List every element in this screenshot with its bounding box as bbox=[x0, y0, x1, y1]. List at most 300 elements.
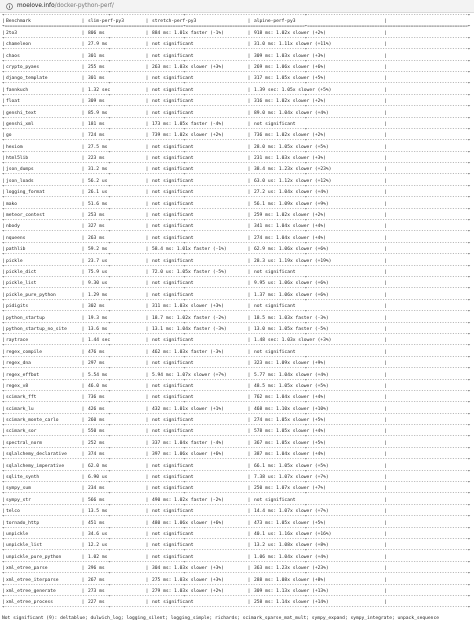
cell-border: | bbox=[81, 201, 85, 207]
cell-border: | bbox=[145, 520, 149, 526]
table-row bbox=[2, 64, 472, 71]
cell-border: | bbox=[384, 247, 387, 253]
row-separator: +----------------------------------------+----------------------------+----------------------------------------------+--------------------------------------------------------------+ bbox=[2, 526, 471, 531]
table-cell: regex_effbot bbox=[6, 372, 40, 378]
table-row bbox=[2, 258, 472, 265]
cell-border: | bbox=[145, 133, 149, 139]
cell-border: | bbox=[145, 53, 149, 59]
table-cell: 9.30 us bbox=[88, 281, 108, 287]
cell-border: | bbox=[81, 463, 85, 469]
table-cell: 5.54 ms bbox=[88, 372, 108, 378]
row-separator: +----------------------------------------+----------------------------+----------------------------------------------+--------------------------------------------------------------+ bbox=[2, 127, 471, 132]
cell-border: | bbox=[384, 167, 387, 173]
table-row bbox=[2, 144, 472, 151]
table-cell: 252 ms bbox=[88, 440, 105, 446]
table-cell: 297 ms bbox=[88, 361, 105, 367]
cell-border: | bbox=[145, 99, 149, 105]
table-cell: not significant bbox=[152, 110, 194, 116]
table-cell: chameleon bbox=[6, 42, 31, 48]
table-cell: 301 ms bbox=[88, 53, 105, 59]
cell-border: | bbox=[384, 588, 387, 594]
table-cell: 476 ms bbox=[88, 349, 105, 355]
cell-border: | bbox=[81, 247, 85, 253]
table-cell: 173 ms: 1.05x faster (-4%) bbox=[152, 121, 224, 127]
row-separator: +----------------------------------------+----------------------------+----------------------------------------------+--------------------------------------------------------------+ bbox=[2, 537, 471, 542]
table-cell: 480 ms: 1.06x slower (+6%) bbox=[152, 520, 224, 526]
cell-border: | bbox=[81, 269, 85, 275]
table-cell: 26.1 us bbox=[88, 190, 108, 196]
cell-border: | bbox=[81, 429, 85, 435]
cell-border: | bbox=[384, 486, 387, 492]
row-separator: +----------------------------------------+----------------------------+----------------------------------------------+--------------------------------------------------------------+ bbox=[2, 424, 471, 429]
table-row bbox=[2, 98, 472, 105]
cell-border: | bbox=[384, 429, 387, 435]
cell-border: | bbox=[145, 315, 149, 321]
cell-border: | bbox=[145, 452, 149, 458]
table-cell: 5.94 ms: 1.07x slower (+7%) bbox=[152, 372, 227, 378]
cell-border: | bbox=[145, 406, 149, 412]
row-separator: +----------------------------------------+----------------------------+----------------------------------------------+--------------------------------------------------------------+ bbox=[2, 515, 471, 520]
table-cell: 550 ms bbox=[88, 429, 105, 435]
table-cell: regex_compile bbox=[6, 349, 42, 355]
cell-border: | bbox=[81, 42, 85, 48]
table-cell: nqueens bbox=[6, 235, 26, 241]
table-row bbox=[2, 41, 472, 48]
cell-border: | bbox=[384, 349, 387, 355]
cell-border: | bbox=[247, 110, 251, 116]
cell-border: | bbox=[81, 110, 85, 116]
table-cell: 279 ms: 1.03x slower (+2%) bbox=[152, 588, 224, 594]
cell-border: | bbox=[247, 19, 251, 25]
table-row bbox=[2, 166, 472, 173]
table-row bbox=[2, 132, 472, 139]
table-cell: 304 ms: 1.03x slower (+3%) bbox=[152, 566, 224, 572]
table-row bbox=[2, 280, 472, 287]
cell-border: | bbox=[81, 167, 85, 173]
row-separator: +----------------------------------------+----------------------------+----------------------------------------------+--------------------------------------------------------------+ bbox=[2, 139, 471, 144]
table-cell: 19.3 ms bbox=[88, 315, 108, 321]
table-row bbox=[2, 394, 472, 401]
cell-border: | bbox=[2, 258, 5, 264]
table-cell: unpickle_list bbox=[6, 543, 42, 549]
cell-border: | bbox=[384, 87, 387, 93]
cell-border: | bbox=[145, 588, 149, 594]
row-separator: +----------------------------------------+----------------------------+----------------------------------------------+--------------------------------------------------------------+ bbox=[2, 230, 471, 235]
cell-border: | bbox=[145, 531, 149, 537]
table-row bbox=[2, 542, 472, 549]
cell-border: | bbox=[81, 520, 85, 526]
table-row bbox=[2, 303, 472, 310]
cell-border: | bbox=[384, 395, 387, 401]
cell-border: | bbox=[384, 338, 387, 344]
table-cell: 48.5 ms: 1.05x slower (+5%) bbox=[254, 383, 329, 389]
table-cell: 1.29 ms bbox=[88, 292, 108, 298]
table-cell: not significant bbox=[254, 497, 296, 503]
cell-border: | bbox=[81, 76, 85, 82]
table-cell: not significant bbox=[152, 235, 194, 241]
table-cell: 1.44 sec bbox=[88, 338, 111, 344]
cell-border: | bbox=[145, 201, 149, 207]
row-separator: +----------------------------------------+----------------------------+----------------------------------------------+--------------------------------------------------------------+ bbox=[2, 253, 471, 258]
table-cell: 1.39 sec: 1.05x slower (+5%) bbox=[254, 87, 332, 93]
cell-border: | bbox=[247, 167, 251, 173]
cell-border: | bbox=[81, 406, 85, 412]
row-separator: +----------------------------------------+----------------------------+----------------------------------------------+--------------------------------------------------------------+ bbox=[2, 469, 471, 474]
cell-border: | bbox=[384, 110, 387, 116]
table-cell: scimark_fft bbox=[6, 395, 37, 401]
table-row bbox=[2, 440, 472, 447]
table-cell: chaos bbox=[6, 53, 20, 59]
cell-border: | bbox=[384, 326, 387, 332]
cell-border: | bbox=[81, 486, 85, 492]
table-row bbox=[2, 383, 472, 390]
cell-border: | bbox=[247, 190, 251, 196]
cell-border: | bbox=[2, 76, 5, 82]
cell-border: | bbox=[145, 326, 149, 332]
table-cell: 269 ms: 1.06x slower (+6%) bbox=[254, 64, 326, 70]
cell-border: | bbox=[145, 292, 149, 298]
table-cell: json_dumps bbox=[6, 167, 34, 173]
table-row bbox=[2, 315, 472, 322]
table-cell: scimark_monte_carlo bbox=[6, 418, 59, 424]
table-cell: 31.0 ms: 1.11x slower (+11%) bbox=[254, 42, 332, 48]
cell-border: | bbox=[81, 497, 85, 503]
table-cell: pickle_dict bbox=[6, 269, 37, 275]
table-cell: 327 ms bbox=[88, 224, 105, 230]
cell-border: | bbox=[384, 258, 387, 264]
cell-border: | bbox=[2, 167, 5, 173]
cell-border: | bbox=[81, 87, 85, 93]
cell-border: | bbox=[81, 144, 85, 150]
table-row bbox=[2, 269, 472, 276]
table-cell: 288 ms: 1.08x slower (+8%) bbox=[254, 577, 326, 583]
table-row bbox=[2, 235, 472, 242]
table-row bbox=[2, 406, 472, 413]
cell-border: | bbox=[145, 178, 149, 184]
cell-border: | bbox=[145, 247, 149, 253]
table-cell: 51.6 ms bbox=[88, 201, 108, 207]
cell-border: | bbox=[247, 463, 251, 469]
cell-border: | bbox=[2, 178, 5, 184]
cell-border: | bbox=[81, 133, 85, 139]
cell-border: | bbox=[247, 361, 251, 367]
table-row bbox=[2, 508, 472, 515]
row-separator: +----------------------------------------+----------------------------+----------------------------------------------+--------------------------------------------------------------+ bbox=[2, 606, 471, 611]
table-row bbox=[2, 201, 472, 208]
table-cell: 341 ms: 1.04x slower (+4%) bbox=[254, 224, 326, 230]
cell-border: | bbox=[81, 588, 85, 594]
table-cell: 72.0 us: 1.05x faster (-5%) bbox=[152, 269, 227, 275]
cell-border: | bbox=[384, 304, 387, 310]
table-row bbox=[2, 246, 472, 253]
cell-border: | bbox=[81, 121, 85, 127]
table-row bbox=[2, 428, 472, 435]
cell-border: | bbox=[145, 395, 149, 401]
table-cell: 7.38 us: 1.07x slower (+7%) bbox=[254, 475, 329, 481]
table-row bbox=[2, 155, 472, 162]
row-separator: +----------------------------------------+----------------------------+----------------------------------------------+--------------------------------------------------------------+ bbox=[2, 481, 471, 486]
table-cell: 62.9 ms: 1.06x slower (+6%) bbox=[254, 247, 329, 253]
cell-border: | bbox=[2, 133, 5, 139]
table-cell: not significant bbox=[254, 121, 296, 127]
cell-border: | bbox=[384, 235, 387, 241]
row-separator: +----------------------------------------+----------------------------+----------------------------------------------+--------------------------------------------------------------+ bbox=[2, 503, 471, 508]
cell-border: | bbox=[384, 566, 387, 572]
cell-border: | bbox=[2, 577, 5, 583]
table-cell: 253 ms bbox=[88, 213, 105, 219]
cell-border: | bbox=[81, 383, 85, 389]
table-header-row bbox=[2, 18, 472, 25]
table-row bbox=[2, 577, 472, 584]
cell-border: | bbox=[247, 429, 251, 435]
cell-border: | bbox=[2, 395, 5, 401]
table-cell: not significant bbox=[152, 463, 194, 469]
table-cell: 374 ms bbox=[88, 452, 105, 458]
table-cell: fannkuch bbox=[6, 87, 29, 93]
cell-border: | bbox=[247, 531, 251, 537]
table-cell: 301 ms bbox=[88, 76, 105, 82]
table-row bbox=[2, 30, 472, 37]
cell-border: | bbox=[81, 178, 85, 184]
cell-border: | bbox=[145, 64, 149, 70]
cell-border: | bbox=[384, 178, 387, 184]
cell-border: | bbox=[2, 42, 5, 48]
cell-border: | bbox=[2, 247, 5, 253]
table-cell: 1.48 sec: 1.03x slower (+3%) bbox=[254, 338, 332, 344]
table-row bbox=[2, 337, 472, 344]
cell-border: | bbox=[145, 463, 149, 469]
table-cell: not significant bbox=[152, 76, 194, 82]
cell-border: | bbox=[145, 281, 149, 287]
cell-border: | bbox=[145, 440, 149, 446]
table-cell: 317 ms: 1.05x slower (+5%) bbox=[254, 76, 326, 82]
table-cell: 724 ms bbox=[88, 133, 105, 139]
row-separator: +----------------------------------------+----------------------------+----------------------------------------------+--------------------------------------------------------------+ bbox=[2, 150, 471, 155]
cell-border: | bbox=[384, 53, 387, 59]
cell-border: | bbox=[247, 349, 251, 355]
cell-border: | bbox=[81, 281, 85, 287]
table-cell: 302 ms bbox=[88, 304, 105, 310]
cell-border: | bbox=[145, 121, 149, 127]
row-separator: +----------------------------------------+----------------------------+----------------------------------------------+--------------------------------------------------------------+ bbox=[2, 560, 471, 565]
cell-border: | bbox=[384, 520, 387, 526]
table-cell: pidigits bbox=[6, 304, 29, 310]
cell-border: | bbox=[384, 418, 387, 424]
cell-border: | bbox=[384, 281, 387, 287]
table-cell: 566 ms bbox=[88, 497, 105, 503]
table-cell: not significant bbox=[152, 224, 194, 230]
table-cell: 309 ms bbox=[88, 99, 105, 105]
table-cell: 13.1 ms: 1.04x faster (-3%) bbox=[152, 326, 227, 332]
cell-border: | bbox=[81, 30, 85, 36]
cell-border: | bbox=[247, 76, 251, 82]
cell-border: | bbox=[247, 304, 251, 310]
cell-border: | bbox=[2, 19, 5, 25]
url-path: /docker-python-perf/ bbox=[54, 3, 114, 9]
cell-border: | bbox=[81, 53, 85, 59]
table-cell: not significant bbox=[152, 42, 194, 48]
table-cell: not significant bbox=[152, 600, 194, 606]
cell-border: | bbox=[145, 144, 149, 150]
table-cell: 578 ms: 1.05x slower (+4%) bbox=[254, 429, 326, 435]
row-separator: +----------------------------------------+----------------------------+----------------------------------------------+--------------------------------------------------------------+ bbox=[2, 184, 471, 189]
table-cell: not significant bbox=[254, 269, 296, 275]
table-cell: not significant bbox=[254, 349, 296, 355]
cell-border: | bbox=[247, 213, 251, 219]
cell-border: | bbox=[145, 600, 149, 606]
table-cell: 387 ms: 1.04x slower (+4%) bbox=[254, 452, 326, 458]
cell-border: | bbox=[145, 383, 149, 389]
cell-border: | bbox=[2, 326, 5, 332]
table-cell: 56.2 us bbox=[88, 178, 108, 184]
cell-border: | bbox=[81, 292, 85, 298]
address-bar[interactable] bbox=[0, 0, 474, 13]
cell-border: | bbox=[2, 338, 5, 344]
cell-border: | bbox=[145, 87, 149, 93]
cell-border: | bbox=[384, 406, 387, 412]
cell-border: | bbox=[2, 554, 5, 560]
cell-border: | bbox=[2, 213, 5, 219]
table-cell: 311 ms: 1.03x slower (+3%) bbox=[152, 304, 224, 310]
cell-border: | bbox=[145, 235, 149, 241]
cell-border: | bbox=[247, 64, 251, 70]
row-separator: +----------------------------------------+----------------------------+----------------------------------------------+--------------------------------------------------------------+ bbox=[2, 332, 471, 337]
table-cell: not significant bbox=[152, 87, 194, 93]
cell-border: | bbox=[2, 64, 5, 70]
cell-border: | bbox=[384, 156, 387, 162]
cell-border: | bbox=[247, 292, 251, 298]
cell-border: | bbox=[81, 577, 85, 583]
cell-border: | bbox=[2, 497, 5, 503]
cell-border: | bbox=[247, 554, 251, 560]
table-cell: pickle_pure_python bbox=[6, 292, 56, 298]
cell-border: | bbox=[384, 440, 387, 446]
table-cell: pickle_list bbox=[6, 281, 37, 287]
cell-border: | bbox=[247, 497, 251, 503]
cell-border: | bbox=[247, 87, 251, 93]
table-cell: logging_format bbox=[6, 190, 45, 196]
cell-border: | bbox=[145, 372, 149, 378]
row-separator: +----------------------------------------+----------------------------+----------------------------------------------+--------------------------------------------------------------+ bbox=[2, 162, 471, 167]
cell-border: | bbox=[145, 224, 149, 230]
cell-border: | bbox=[2, 543, 5, 549]
cell-border: | bbox=[2, 372, 5, 378]
row-separator: +----------------------------------------+----------------------------+----------------------------------------------+--------------------------------------------------------------+ bbox=[2, 389, 471, 394]
row-separator: +----------------------------------------+----------------------------+----------------------------------------------+--------------------------------------------------------------+ bbox=[2, 446, 471, 451]
row-separator: +----------------------------------------+----------------------------+----------------------------------------------+--------------------------------------------------------------+ bbox=[2, 275, 471, 280]
table-cell: not significant bbox=[152, 201, 194, 207]
table-cell: 918 ms: 1.02x slower (+2%) bbox=[254, 30, 326, 36]
table-cell: 267 ms bbox=[88, 577, 105, 583]
cell-border: | bbox=[2, 156, 5, 162]
cell-border: | bbox=[384, 315, 387, 321]
table-cell: 66.1 ms: 1.05x slower (+5%) bbox=[254, 463, 329, 469]
table-cell: 274 ms: 1.04x slower (+4%) bbox=[254, 235, 326, 241]
table-cell: 28.3 us: 1.19x slower (+19%) bbox=[254, 258, 332, 264]
cell-border: | bbox=[145, 167, 149, 173]
row-separator: +----------------------------------------+----------------------------+----------------------------------------------+--------------------------------------------------------------+ bbox=[2, 298, 471, 303]
row-separator: +----------------------------------------+----------------------------+----------------------------------------------+--------------------------------------------------------------+ bbox=[2, 241, 471, 246]
cell-border: | bbox=[247, 281, 251, 287]
table-cell: 1.37 ms: 1.06x slower (+6%) bbox=[254, 292, 329, 298]
table-cell: not significant bbox=[152, 178, 194, 184]
cell-border: | bbox=[145, 269, 149, 275]
table-cell: 38.4 ms: 1.23x slower (+23%) bbox=[254, 167, 332, 173]
cell-border: | bbox=[384, 600, 387, 606]
cell-border: | bbox=[384, 201, 387, 207]
table-cell: not significant bbox=[152, 395, 194, 401]
table-row bbox=[2, 87, 472, 94]
table-cell: not significant bbox=[152, 361, 194, 367]
cell-border: | bbox=[81, 531, 85, 537]
cell-border: | bbox=[81, 440, 85, 446]
table-cell: not significant bbox=[152, 99, 194, 105]
table-row bbox=[2, 326, 472, 333]
cell-border: | bbox=[81, 190, 85, 196]
table-row bbox=[2, 75, 472, 82]
cell-border: | bbox=[81, 600, 85, 606]
cell-border: | bbox=[384, 372, 387, 378]
table-cell: 28.0 ms: 1.05x slower (+5%) bbox=[254, 144, 329, 150]
row-separator: +----------------------------------------+----------------------------+----------------------------------------------+--------------------------------------------------------------+ bbox=[2, 572, 471, 577]
table-cell: 1.32 sec bbox=[88, 87, 111, 93]
cell-border: | bbox=[247, 406, 251, 412]
table-cell: 56.1 ms: 1.09x slower (+9%) bbox=[254, 201, 329, 207]
cell-border: | bbox=[247, 235, 251, 241]
cell-border: | bbox=[81, 99, 85, 105]
cell-border: | bbox=[81, 315, 85, 321]
table-row bbox=[2, 497, 472, 504]
cell-border: | bbox=[247, 543, 251, 549]
cell-border: | bbox=[384, 531, 387, 537]
table-cell: 231 ms: 1.03x slower (+3%) bbox=[254, 156, 326, 162]
table-row bbox=[2, 554, 472, 561]
cell-border: | bbox=[2, 281, 5, 287]
table-cell: python_startup_no_site bbox=[6, 326, 67, 332]
cell-border: | bbox=[145, 497, 149, 503]
cell-border: | bbox=[2, 429, 5, 435]
cell-border: | bbox=[2, 588, 5, 594]
cell-border: | bbox=[247, 475, 251, 481]
table-cell: 5.77 ms: 1.04x slower (+4%) bbox=[254, 372, 329, 378]
cell-border: | bbox=[247, 121, 251, 127]
table-cell: 736 ms bbox=[88, 395, 105, 401]
table-row bbox=[2, 189, 472, 196]
table-cell: 18.7 ms: 1.02x faster (-2%) bbox=[152, 315, 227, 321]
table-cell: 250 ms: 1.07x slower (+7%) bbox=[254, 486, 326, 492]
table-cell: 255 ms bbox=[88, 64, 105, 70]
table-cell: 31.2 ms bbox=[88, 167, 108, 173]
table-cell: json_loads bbox=[6, 178, 34, 184]
cell-border: | bbox=[145, 418, 149, 424]
table-cell: not significant bbox=[152, 383, 194, 389]
cell-border: | bbox=[247, 520, 251, 526]
table-cell: telco bbox=[6, 509, 20, 515]
table-row bbox=[2, 372, 472, 379]
cell-border: | bbox=[247, 156, 251, 162]
table-cell: 85.9 ms bbox=[88, 110, 108, 116]
cell-border: | bbox=[2, 224, 5, 230]
table-cell: not significant bbox=[152, 213, 194, 219]
table-cell: 259 ms: 1.02x slower (+2%) bbox=[254, 213, 326, 219]
cell-border: | bbox=[384, 269, 387, 275]
row-separator: +----------------------------------------+----------------------------+----------------------------------------------+--------------------------------------------------------------+ bbox=[2, 207, 471, 212]
row-separator: +----------------------------------------+----------------------------+----------------------------------------------+--------------------------------------------------------------+ bbox=[2, 219, 471, 224]
cell-border: | bbox=[247, 338, 251, 344]
page-info-icon[interactable] bbox=[4, 1, 14, 11]
table-cell: 263 ms bbox=[88, 235, 105, 241]
cell-border: | bbox=[2, 475, 5, 481]
